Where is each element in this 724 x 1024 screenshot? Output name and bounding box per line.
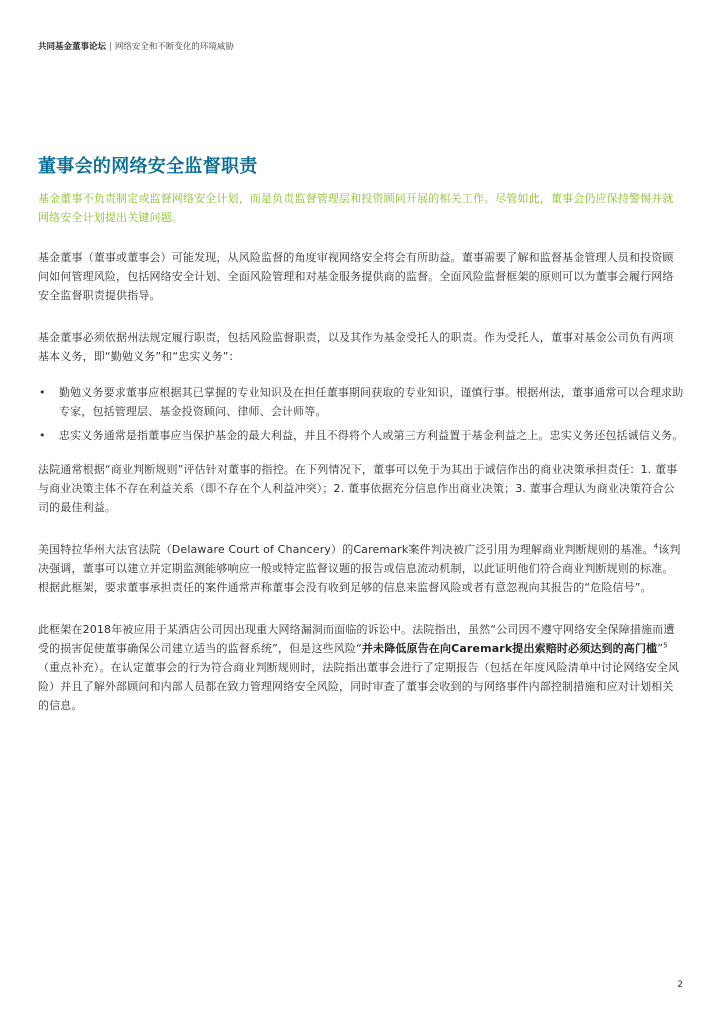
- header-separator: |: [109, 42, 112, 52]
- header-subtitle: 网络安全和不断变化的环境威胁: [114, 42, 234, 52]
- emphasized-quote: 并未降低原告在向Caremark提出索赔时必须达到的高门槛: [361, 642, 658, 655]
- running-header: [38, 40, 234, 52]
- paragraph-caremark: [38, 540, 684, 597]
- paragraph-risk-oversight: 基金董事（董事或董事会）可能发现，从风险监督的角度审视网络安全将会有所助益。董事需要了解和监督基金管理人员和投资顾问如何管理风险，包括网络安全计划、全面风险管理和对基金服务提供商的监督。全面风险监督框架的原则可以为董事会履行网络安全监督职责提供指导。: [38, 251, 674, 302]
- main-content: [38, 189, 684, 738]
- page-number: 2: [677, 980, 683, 990]
- list-item-duty-of-care: [38, 383, 684, 421]
- bullet-icon: •: [39, 429, 46, 442]
- case-text-continued: （重点补充）。在认定董事会的行为符合商业判断规则时，法院指出董事会进行了定期报告（包括在年度风险清单中讨论网络安全风险）并且了解外部顾问和内部人员都在致力管理网络安全风险，同时审查了董事会收到的与网络事件内部控制措施和应对计划相关的信息。: [38, 661, 680, 712]
- case-quote-close: ”: [657, 642, 664, 655]
- header-brand: 共同基金董事论坛: [38, 42, 107, 52]
- paragraph-fiduciary-duties: 基金董事必须依据州法规定履行职责，包括风险监督职责，以及其作为基金受托人的职责。作为受托人，董事对基金公司负有两项基本义务，即“勤勉义务”和“忠实义务”：: [38, 331, 674, 363]
- footnote-marker: 5: [663, 641, 668, 650]
- bullet-icon: •: [39, 386, 46, 399]
- list-item-duty-of-loyalty: [38, 426, 684, 445]
- caremark-text-continued: 该判决强调，董事可以建立并定期监测能够响应一般或特定监督议题的报告或信息流动机制，以此证明他们符合商业判断规则的标准。根据此框架，要求董事承担责任的案件通常声称董事会没有收到足够的信息来监督风险或者有意忽视向其报告的“危险信号”。: [38, 543, 681, 594]
- list-item-text: 勤勉义务要求董事应根据其已掌握的专业知识及在担任董事期间获取的专业知识，谨慎行事。根据州法，董事通常可以合理求助专家，包括管理层、基金投资顾问、律师、会计师等。: [59, 386, 684, 418]
- footnote-marker: 4: [653, 542, 659, 551]
- section-title: 董事会的网络安全监督职责: [38, 156, 258, 177]
- paragraph-2018-case: [38, 620, 684, 715]
- intro-paragraph: 基金董事不负责制定或监督网络安全计划，而是负责监督管理层和投资顾问开展的相关工作。尽管如此，董事会仍应保持警惕并就网络安全计划提出关键问题。: [38, 192, 674, 224]
- duties-list: [38, 383, 684, 445]
- paragraph-business-judgment-rule: 法院通常根据“商业判断规则”评估针对董事的指控。在下列情况下，董事可以免于为其出于诚信作出的商业决策承担责任：1. 董事与商业决策主体不存在利益关系（即不存在个人利益冲突）；2. 董事依据充分信息作出商业决策；3. 董事合理认为商业决策符合公司的最佳利益。: [38, 463, 678, 514]
- caremark-text: 美国特拉华州大法官法院（Delaware Court of Chancery）的Caremark案件判决被广泛引用为理解商业判断规则的基准。: [38, 543, 654, 556]
- case-text: 此框架在2018年被应用于某酒店公司因出现重大网络漏洞而面临的诉讼中。法院指出，虽然“公司因不遵守网络安全保障措施而遭受的损害促使董事确保公司建立适当的监督系统”，但是这些风险“: [38, 623, 675, 655]
- list-item-text: 忠实义务通常是指董事应当保护基金的最大利益，并且不得将个人或第三方利益置于基金利益之上。忠实义务还包括诚信义务。: [59, 429, 684, 442]
